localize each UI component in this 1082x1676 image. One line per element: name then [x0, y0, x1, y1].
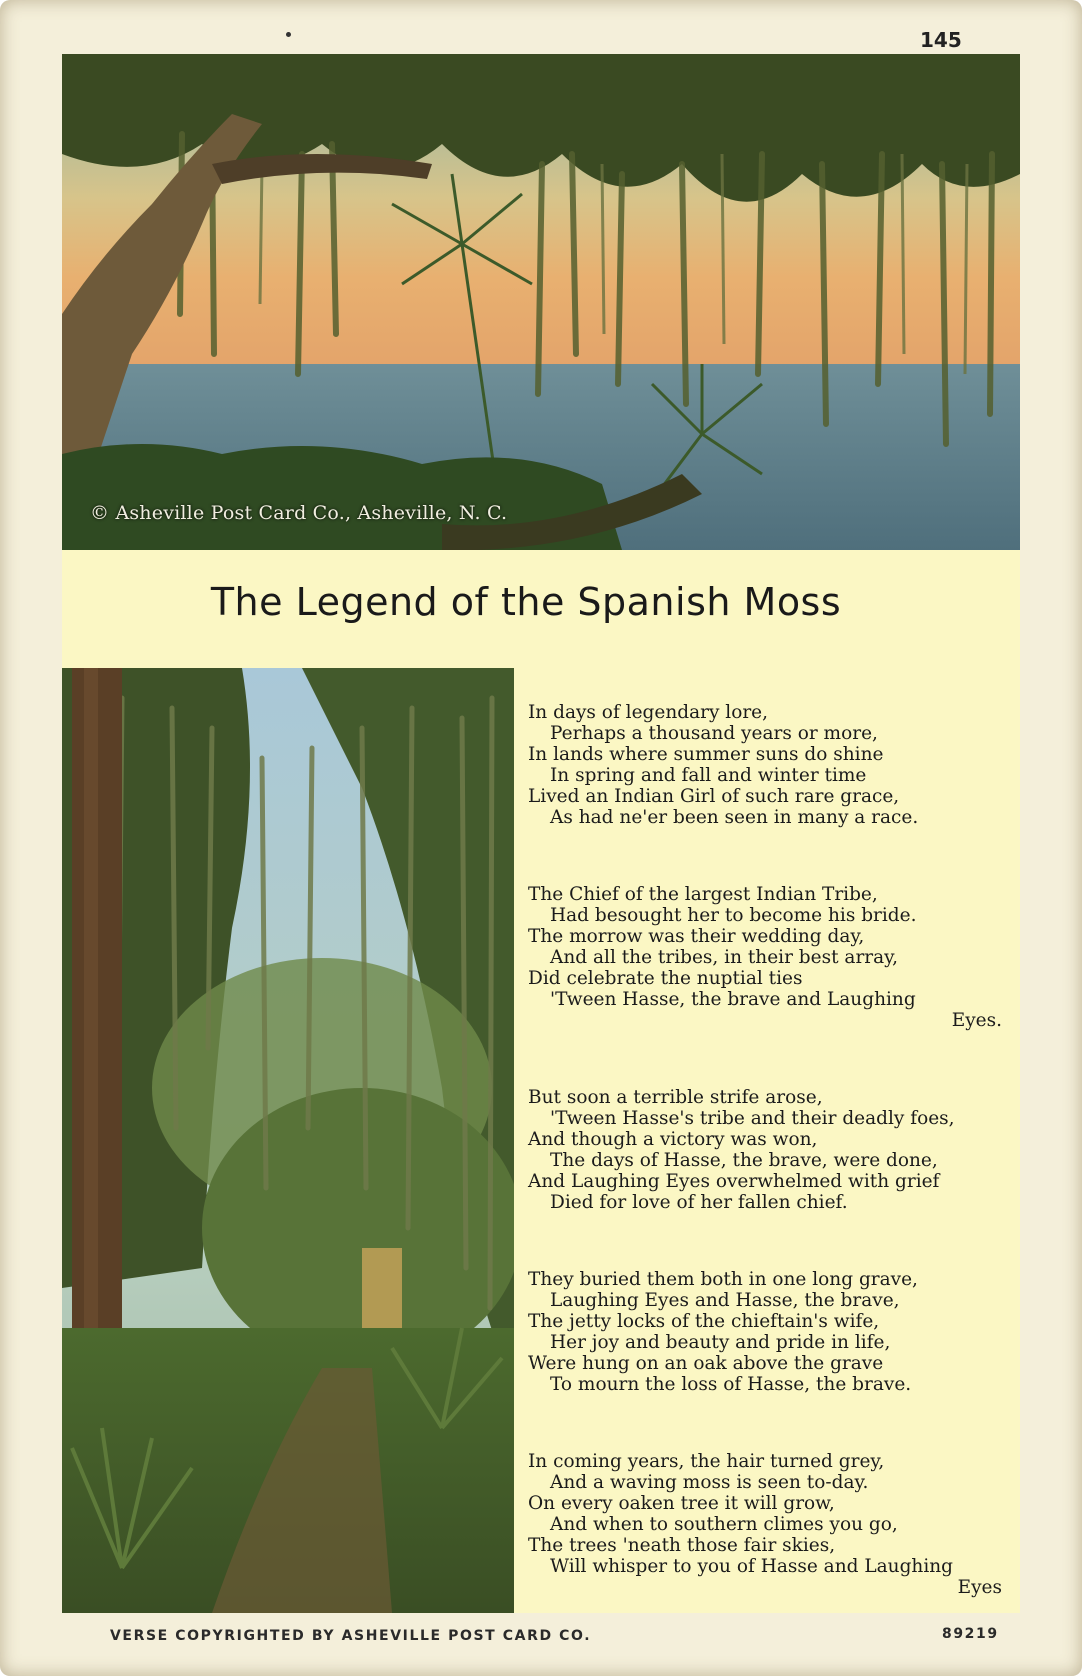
poem-line: The morrow was their wedding day,	[528, 926, 865, 947]
card-code: 89219	[942, 1626, 999, 1642]
poem-stanza	[528, 702, 1008, 828]
poem-stanza	[528, 1451, 1008, 1598]
poem-line: The trees 'neath those fair skies,	[528, 1535, 836, 1556]
poem-line: But soon a terrible strife arose,	[528, 1087, 823, 1108]
poem-line: Her joy and beauty and pride in life,	[550, 1332, 891, 1353]
poem-line: In coming years, the hair turned grey,	[528, 1451, 885, 1472]
poem-stanza	[528, 884, 1008, 1031]
poem-line: Were hung on an oak above the grave	[528, 1353, 884, 1374]
poem-line: The Chief of the largest Indian Tribe,	[528, 884, 878, 905]
poem-line: Perhaps a thousand years or more,	[550, 723, 878, 744]
poem-line: In days of legendary lore,	[528, 702, 769, 723]
card-title: The Legend of the Spanish Moss	[210, 580, 842, 624]
top-photo-illustration	[62, 54, 1020, 550]
poem-line: And a waving moss is seen to-day.	[550, 1472, 869, 1493]
poem-line: Eyes	[957, 1577, 1002, 1598]
poem	[528, 702, 1008, 1654]
poem-stanza	[528, 1087, 1008, 1213]
poem-line: Died for love of her fallen chief.	[550, 1192, 848, 1213]
printed-dot	[286, 32, 291, 37]
bottom-photo-illustration	[62, 668, 514, 1613]
bottom-photo-forest-path	[62, 668, 514, 1613]
poem-line: Did celebrate the nuptial ties	[528, 968, 803, 989]
poem-line: Will whisper to you of Hasse and Laughing	[550, 1556, 954, 1577]
poem-line: On every oaken tree it will grow,	[528, 1493, 835, 1514]
poem-line: In spring and fall and winter time	[550, 765, 867, 786]
poem-line: To mourn the loss of Hasse, the brave.	[550, 1374, 912, 1395]
photo-credit: © Asheville Post Card Co., Asheville, N. C.	[90, 502, 508, 524]
poem-line: The days of Hasse, the brave, were done,	[550, 1150, 938, 1171]
poem-line: Laughing Eyes and Hasse, the brave,	[550, 1290, 900, 1311]
poem-line: Had besought her to become his bride.	[550, 905, 917, 926]
poem-line: And when to southern climes you go,	[550, 1514, 898, 1535]
poem-line: 'Tween Hasse, the brave and Laughing	[550, 989, 916, 1010]
poem-line: Lived an Indian Girl of such rare grace,	[528, 786, 900, 807]
poem-line: In lands where summer suns do shine	[528, 744, 884, 765]
poem-line: As had ne'er been seen in many a race.	[550, 807, 919, 828]
verse-copyright: VERSE COPYRIGHTED BY ASHEVILLE POST CARD CO.	[110, 1628, 592, 1644]
card-number: 145	[920, 28, 962, 52]
poem-line: Eyes.	[951, 1010, 1002, 1031]
poem-line: 'Tween Hasse's tribe and their deadly foes,	[550, 1108, 955, 1129]
top-photo-moss-lake	[62, 54, 1020, 550]
poem-line: And Laughing Eyes overwhelmed with grief	[528, 1171, 940, 1192]
poem-line: They buried them both in one long grave,	[528, 1269, 918, 1290]
poem-stanza	[528, 1269, 1008, 1395]
poem-line: And though a victory was won,	[528, 1129, 818, 1150]
poem-line: The jetty locks of the chieftain's wife,	[528, 1311, 880, 1332]
poem-line: And all the tribes, in their best array,	[550, 947, 899, 968]
